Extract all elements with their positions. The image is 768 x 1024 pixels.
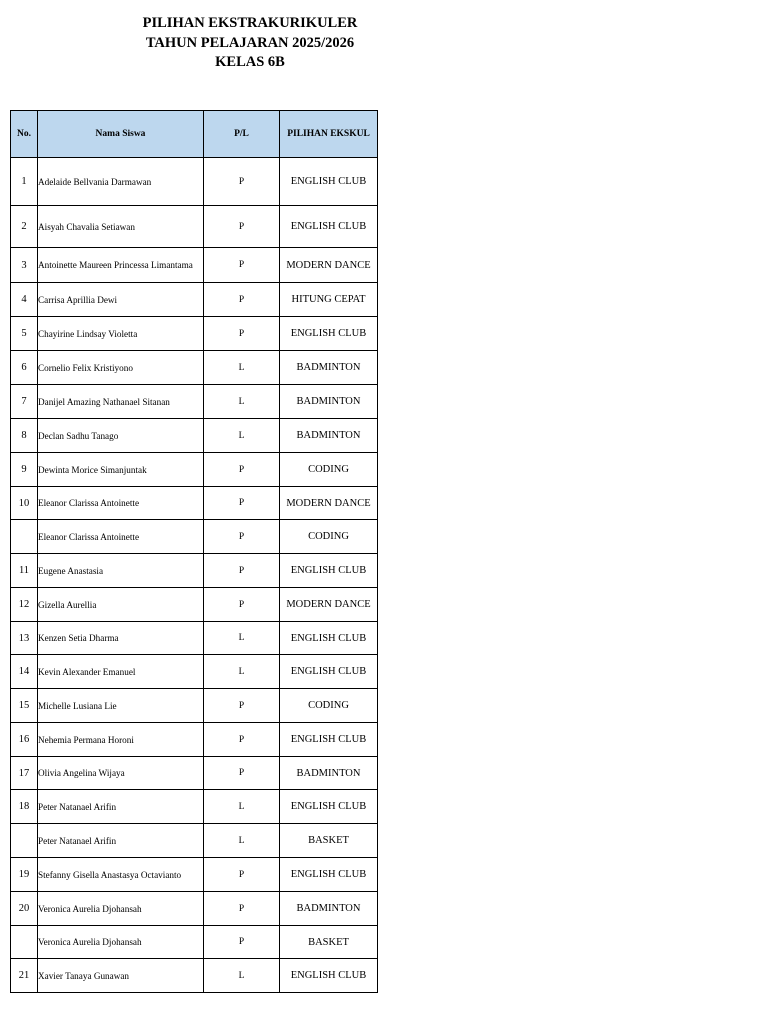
cell-no: 5 bbox=[11, 317, 38, 351]
table-row bbox=[11, 385, 378, 419]
table-row bbox=[11, 206, 378, 248]
header-name: Nama Siswa bbox=[38, 111, 204, 158]
cell-pl: L bbox=[204, 790, 280, 824]
cell-ekskul: BADMINTON bbox=[280, 419, 378, 453]
cell-ekskul: ENGLISH CLUB bbox=[280, 158, 378, 206]
cell-name: Peter Natanael Arifin bbox=[38, 790, 204, 824]
cell-name: Michelle Lusiana Lie bbox=[38, 689, 204, 723]
cell-name: Danijel Amazing Nathanael Sitanan bbox=[38, 385, 204, 419]
header-ekskul: PILIHAN EKSKUL bbox=[280, 111, 378, 158]
table-row bbox=[11, 487, 378, 520]
table-row bbox=[11, 158, 378, 206]
cell-no: 1 bbox=[11, 158, 38, 206]
cell-name: Aisyah Chavalia Setiawan bbox=[38, 206, 204, 248]
cell-name: Gizella Aurellia bbox=[38, 588, 204, 622]
table-row bbox=[11, 926, 378, 959]
cell-ekskul: BADMINTON bbox=[280, 757, 378, 790]
cell-name: Stefanny Gisella Anastasya Octavianto bbox=[38, 858, 204, 892]
cell-name: Eugene Anastasia bbox=[38, 554, 204, 588]
cell-pl: L bbox=[204, 419, 280, 453]
cell-no: 15 bbox=[11, 689, 38, 723]
table-row bbox=[11, 858, 378, 892]
table-row bbox=[11, 824, 378, 858]
cell-pl: L bbox=[204, 959, 280, 993]
cell-pl: P bbox=[204, 723, 280, 757]
cell-pl: L bbox=[204, 385, 280, 419]
cell-pl: P bbox=[204, 554, 280, 588]
cell-ekskul: MODERN DANCE bbox=[280, 588, 378, 622]
title-line-2: TAHUN PELAJARAN 2025/2026 bbox=[145, 34, 355, 51]
cell-no: 18 bbox=[11, 790, 38, 824]
cell-ekskul: ENGLISH CLUB bbox=[280, 554, 378, 588]
cell-ekskul: ENGLISH CLUB bbox=[280, 655, 378, 689]
table-row bbox=[11, 554, 378, 588]
cell-ekskul: ENGLISH CLUB bbox=[280, 858, 378, 892]
cell-ekskul: MODERN DANCE bbox=[280, 248, 378, 283]
cell-name: Carrisa Aprillia Dewi bbox=[38, 283, 204, 317]
table-row bbox=[11, 622, 378, 655]
table-row bbox=[11, 655, 378, 689]
cell-pl: P bbox=[204, 453, 280, 487]
title-line-3: KELAS 6B bbox=[215, 54, 285, 70]
cell-pl: L bbox=[204, 655, 280, 689]
cell-no: 16 bbox=[11, 723, 38, 757]
cell-no: 17 bbox=[11, 757, 38, 790]
table-row bbox=[11, 959, 378, 993]
table-header-row bbox=[11, 111, 378, 158]
table-row bbox=[11, 757, 378, 790]
cell-pl: P bbox=[204, 158, 280, 206]
cell-ekskul: ENGLISH CLUB bbox=[280, 622, 378, 655]
cell-pl: L bbox=[204, 824, 280, 858]
cell-ekskul: CODING bbox=[280, 453, 378, 487]
cell-no bbox=[11, 520, 38, 554]
cell-pl: P bbox=[204, 757, 280, 790]
cell-ekskul: ENGLISH CLUB bbox=[280, 790, 378, 824]
cell-name: Xavier Tanaya Gunawan bbox=[38, 959, 204, 993]
table-row bbox=[11, 283, 378, 317]
ekskul-table bbox=[10, 110, 378, 993]
cell-no: 14 bbox=[11, 655, 38, 689]
cell-no: 9 bbox=[11, 453, 38, 487]
document-title bbox=[40, 14, 460, 73]
table-row bbox=[11, 723, 378, 757]
table-row bbox=[11, 453, 378, 487]
cell-no: 6 bbox=[11, 351, 38, 385]
cell-pl: P bbox=[204, 926, 280, 959]
cell-no: 3 bbox=[11, 248, 38, 283]
cell-no: 19 bbox=[11, 858, 38, 892]
cell-no: 2 bbox=[11, 206, 38, 248]
cell-no: 20 bbox=[11, 892, 38, 926]
cell-pl: P bbox=[204, 892, 280, 926]
cell-name: Kevin Alexander Emanuel bbox=[38, 655, 204, 689]
table-row bbox=[11, 588, 378, 622]
cell-no: 4 bbox=[11, 283, 38, 317]
cell-pl: P bbox=[204, 248, 280, 283]
table-row bbox=[11, 790, 378, 824]
cell-name: Adelaide Bellvania Darmawan bbox=[38, 158, 204, 206]
cell-name: Veronica Aurelia Djohansah bbox=[38, 926, 204, 959]
cell-ekskul: BADMINTON bbox=[280, 351, 378, 385]
cell-name: Peter Natanael Arifin bbox=[38, 824, 204, 858]
cell-pl: P bbox=[204, 283, 280, 317]
cell-name: Cornelio Felix Kristiyono bbox=[38, 351, 204, 385]
cell-no bbox=[11, 824, 38, 858]
cell-name: Declan Sadhu Tanago bbox=[38, 419, 204, 453]
cell-pl: P bbox=[204, 588, 280, 622]
cell-no: 13 bbox=[11, 622, 38, 655]
table-row bbox=[11, 351, 378, 385]
cell-ekskul: CODING bbox=[280, 689, 378, 723]
table-row bbox=[11, 892, 378, 926]
cell-pl: L bbox=[204, 622, 280, 655]
header-no: No. bbox=[11, 111, 38, 158]
cell-no: 10 bbox=[11, 487, 38, 520]
cell-name: Eleanor Clarissa Antoinette bbox=[38, 520, 204, 554]
cell-pl: P bbox=[204, 858, 280, 892]
table-row bbox=[11, 689, 378, 723]
cell-ekskul: BASKET bbox=[280, 926, 378, 959]
cell-pl: P bbox=[204, 520, 280, 554]
cell-no: 8 bbox=[11, 419, 38, 453]
cell-pl: P bbox=[204, 689, 280, 723]
cell-ekskul: ENGLISH CLUB bbox=[280, 959, 378, 993]
cell-pl: P bbox=[204, 487, 280, 520]
cell-ekskul: BADMINTON bbox=[280, 385, 378, 419]
cell-pl: P bbox=[204, 317, 280, 351]
cell-ekskul: MODERN DANCE bbox=[280, 487, 378, 520]
cell-ekskul: BASKET bbox=[280, 824, 378, 858]
cell-pl: P bbox=[204, 206, 280, 248]
cell-ekskul: ENGLISH CLUB bbox=[280, 317, 378, 351]
cell-no bbox=[11, 926, 38, 959]
table-row bbox=[11, 520, 378, 554]
table-row bbox=[11, 248, 378, 283]
cell-name: Veronica Aurelia Djohansah bbox=[38, 892, 204, 926]
cell-name: Kenzen Setia Dharma bbox=[38, 622, 204, 655]
cell-ekskul: ENGLISH CLUB bbox=[280, 723, 378, 757]
cell-name: Nehemia Permana Horoni bbox=[38, 723, 204, 757]
cell-no: 11 bbox=[11, 554, 38, 588]
cell-ekskul: HITUNG CEPAT bbox=[280, 283, 378, 317]
cell-name: Eleanor Clarissa Antoinette bbox=[38, 487, 204, 520]
table-body bbox=[11, 158, 378, 993]
cell-no: 7 bbox=[11, 385, 38, 419]
header-pl: P/L bbox=[204, 111, 280, 158]
cell-ekskul: BADMINTON bbox=[280, 892, 378, 926]
cell-name: Antoinette Maureen Princessa Limantama bbox=[38, 248, 204, 283]
cell-pl: L bbox=[204, 351, 280, 385]
cell-name: Olivia Angelina Wijaya bbox=[38, 757, 204, 790]
cell-ekskul: CODING bbox=[280, 520, 378, 554]
cell-ekskul: ENGLISH CLUB bbox=[280, 206, 378, 248]
cell-name: Dewinta Morice Simanjuntak bbox=[38, 453, 204, 487]
cell-name: Chayirine Lindsay Violetta bbox=[38, 317, 204, 351]
cell-no: 12 bbox=[11, 588, 38, 622]
table-row bbox=[11, 317, 378, 351]
table-row bbox=[11, 419, 378, 453]
title-line-1: PILIHAN EKSTRAKURIKULER bbox=[142, 15, 358, 31]
cell-no: 21 bbox=[11, 959, 38, 993]
